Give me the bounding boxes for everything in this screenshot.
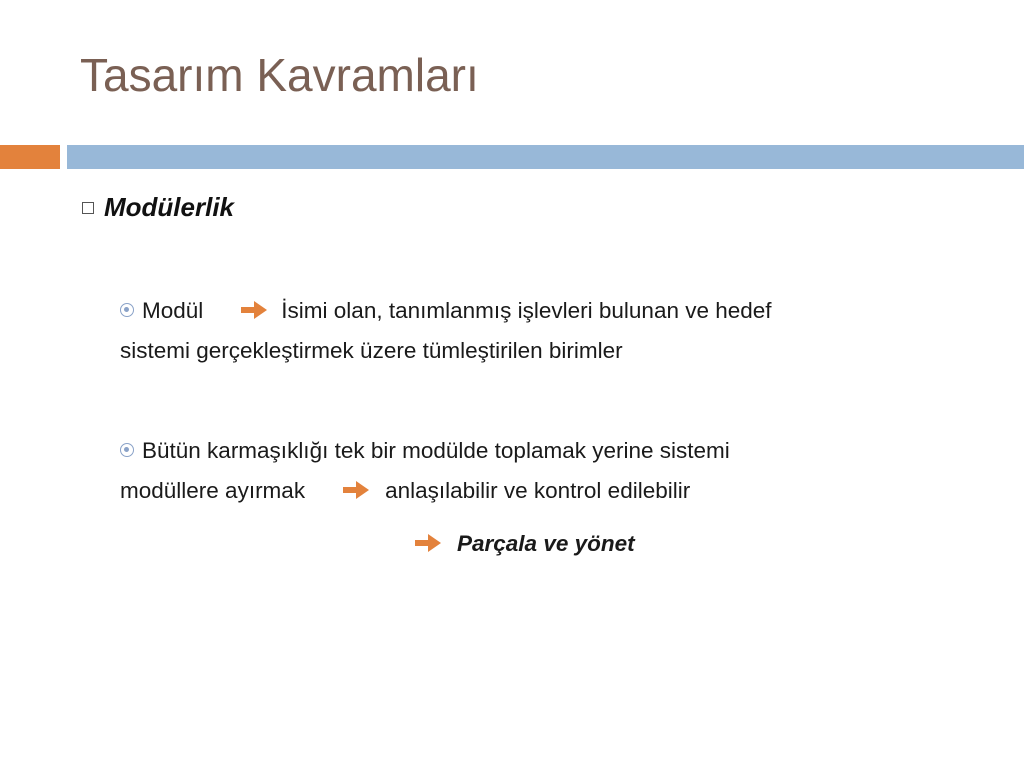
bullet-modularity-benefit <box>120 431 990 511</box>
bullet-line <box>120 431 990 471</box>
right-arrow-icon <box>239 299 269 321</box>
right-arrow-icon <box>413 532 443 554</box>
right-arrow-icon <box>341 479 371 501</box>
hollow-square-icon <box>82 202 94 214</box>
conclusion-text: Parçala ve yönet <box>457 531 635 556</box>
circled-dot-icon <box>120 303 134 317</box>
bullet-line <box>120 471 990 511</box>
bullet-line <box>120 291 990 331</box>
bullet2-line2-start: modüllere ayırmak <box>120 478 306 503</box>
section-heading: Modülerlik <box>104 192 235 222</box>
definition-line2: sistemi gerçekleştirmek üzere tümleştirilen birimler <box>120 338 623 363</box>
definition-line1: İsimi olan, tanımlanmış işlevleri bulunan ve hedef <box>281 298 772 323</box>
conclusion-line <box>413 524 635 564</box>
bullet-modul-definition <box>120 291 990 371</box>
accent-bar-blue <box>67 145 1024 169</box>
bullet2-line2-result: anlaşılabilir ve kontrol edilebilir <box>385 478 691 503</box>
bullet2-line1: Bütün karmaşıklığı tek bir modülde toplamak yerine sistemi <box>142 438 730 463</box>
term-text: Modül <box>142 298 204 323</box>
accent-bar-orange <box>0 145 60 169</box>
slide-title: Tasarım Kavramları <box>80 49 479 101</box>
circled-dot-icon <box>120 443 134 457</box>
level1-bullet <box>82 192 234 223</box>
